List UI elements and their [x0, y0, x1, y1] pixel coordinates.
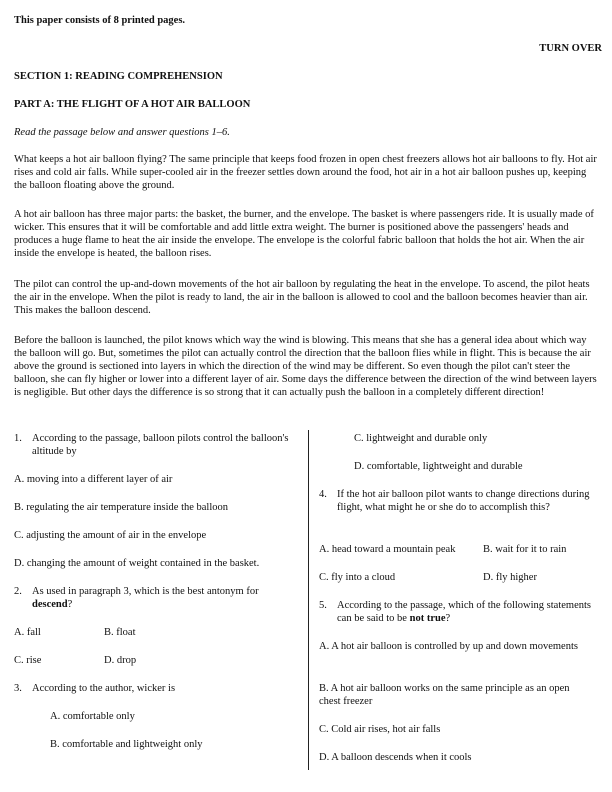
passage-paragraph-4: Before the balloon is launched, the pilot knows which way the wind is blowing. This means that she has a general idea about which way the balloon will go. But, sometimes the pilot can actually control the direction that the balloon flies while in flight. This is because the air above the ground is sectioned into layers in which the direction of the wind may be different. So even though the pilot can't steer the balloon, she can fly higher or lower into a different layer of air. Some days the difference between the direction of the wind between layers is negligible. But other days the difference is so strong that it can actually push the balloon in a completely different direction! — [14, 335, 597, 398]
pages-note: This paper consists of 8 printed pages. — [14, 15, 186, 26]
q5-option-b[interactable]: B. A hot air balloon works on the same principle as an open chest freezer — [319, 683, 570, 707]
q2-option-b[interactable]: B. float — [104, 627, 136, 638]
question-number: 4. — [319, 489, 327, 500]
question-text: If the hot air balloon pilot wants to change directions during flight, what might he or she do to accomplish this? — [337, 489, 590, 513]
question-text: According to the author, wicker is — [32, 683, 176, 694]
passage-paragraph-3: The pilot can control the up-and-down movements of the hot air balloon by regulating the heat in the envelope. To ascend, the pilot heats the air in the envelope. When the pilot is ready to land, the air in the balloon is allowed to cool and the balloon becomes heavier than air. This makes the balloon descend. — [14, 279, 590, 316]
q2-option-a[interactable]: A. fall — [14, 627, 41, 638]
question-1 — [14, 432, 300, 458]
q5-option-c[interactable]: C. Cold air rises, hot air falls — [319, 724, 441, 735]
question-number: 1. — [14, 433, 22, 444]
question-5 — [319, 599, 603, 625]
turn-over-label: TURN OVER — [539, 43, 602, 54]
q1-option-a[interactable]: A. moving into a different layer of air — [14, 474, 173, 485]
question-text: As used in paragraph 3, which is the best antonym for descend? — [32, 586, 259, 610]
q4-option-a[interactable]: A. head toward a mountain peak — [319, 544, 456, 555]
instruction: Read the passage below and answer questions 1–6. — [14, 127, 230, 138]
part-title: PART A: THE FLIGHT OF A HOT AIR BALLOON — [14, 99, 251, 110]
question-number: 2. — [14, 586, 22, 597]
q4-option-d[interactable]: D. fly higher — [483, 572, 537, 583]
q1-option-b[interactable]: B. regulating the air temperature inside the balloon — [14, 502, 229, 513]
q3-option-d[interactable]: D. comfortable, lightweight and durable — [354, 461, 523, 472]
question-3 — [14, 682, 300, 695]
emphasized-word: descend — [32, 599, 68, 610]
question-text: According to the passage, balloon pilots control the balloon's altitude by — [32, 433, 289, 457]
section-title: SECTION 1: READING COMPREHENSION — [14, 71, 223, 82]
question-number: 5. — [319, 600, 327, 611]
passage-paragraph-2: A hot air balloon has three major parts: the basket, the burner, and the envelope. The basket is where passengers ride. It is usually made of wicker. This ensures that it will be comfortable and add little extra weight. The burner is positioned above the passengers' heads and produces a huge flame to heat the air inside the envelope. The envelope is the colorful fabric balloon that holds the hot air. When the air inside the envelope is heated, the balloon rises. — [14, 209, 594, 259]
question-2 — [14, 585, 300, 611]
q2-option-c[interactable]: C. rise — [14, 655, 42, 666]
q1-option-d[interactable]: D. changing the amount of weight contained in the basket. — [14, 558, 260, 569]
emphasized-phrase: not true — [409, 613, 446, 624]
q4-option-c[interactable]: C. fly into a cloud — [319, 572, 396, 583]
question-4 — [319, 488, 603, 514]
q5-option-a[interactable]: A. A hot air balloon is controlled by up and down movements — [319, 641, 578, 652]
column-divider — [308, 430, 309, 770]
q4-option-b[interactable]: B. wait for it to rain — [483, 544, 567, 555]
q5-option-d[interactable]: D. A balloon descends when it cools — [319, 752, 472, 763]
q1-option-c[interactable]: C. adjusting the amount of air in the envelope — [14, 530, 207, 541]
q3-option-b[interactable]: B. comfortable and lightweight only — [50, 739, 203, 750]
question-number: 3. — [14, 683, 22, 694]
question-text: According to the passage, which of the following statements can be said to be not true? — [337, 600, 591, 624]
q3-option-a[interactable]: A. comfortable only — [50, 711, 135, 722]
q2-option-d[interactable]: D. drop — [104, 655, 137, 666]
passage-paragraph-1: What keeps a hot air balloon flying? The same principle that keeps food frozen in open chest freezers allows hot air balloons to fly. Hot air rises and cold air falls. While super-cooled air in the freezer settles down around the food, hot air in a hot air balloon pushes up, keeping the balloon floating above the ground. — [14, 154, 597, 191]
q3-option-c[interactable]: C. lightweight and durable only — [354, 433, 488, 444]
